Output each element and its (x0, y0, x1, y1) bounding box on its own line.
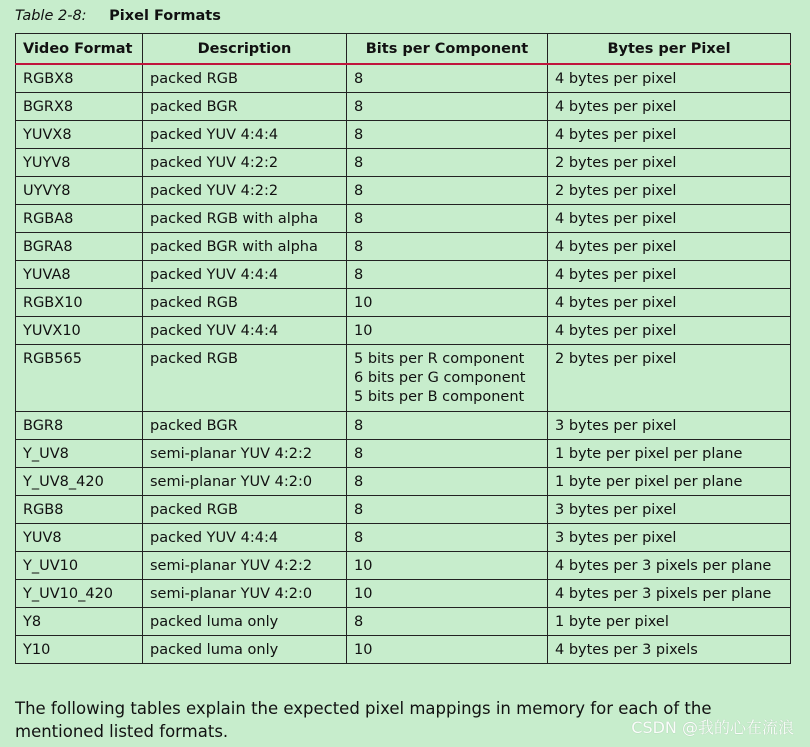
cell-bits-per-component (347, 344, 548, 411)
cell-bits-per-component (347, 467, 548, 495)
cell-bits-per-component (347, 232, 548, 260)
pixel-formats-table (15, 33, 791, 664)
table-row (16, 120, 791, 148)
watermark: CSDN @我的心在流浪 (631, 718, 794, 737)
header-bytes-per-pixel: Bytes per Pixel (548, 34, 791, 65)
bits-line: 8 (354, 182, 364, 199)
cell-bits-per-component (347, 204, 548, 232)
cell-description: packed RGB (143, 288, 347, 316)
cell-bytes-per-pixel: 4 bytes per pixel (548, 260, 791, 288)
table-body (16, 64, 791, 663)
cell-description: packed BGR (143, 411, 347, 439)
cell-video-format: RGB565 (16, 344, 143, 411)
cell-description: packed BGR (143, 92, 347, 120)
cell-description: packed YUV 4:2:2 (143, 148, 347, 176)
cell-bits-per-component (347, 120, 548, 148)
cell-video-format: YUV8 (16, 523, 143, 551)
cell-video-format: Y8 (16, 607, 143, 635)
cell-bytes-per-pixel: 1 byte per pixel per plane (548, 467, 791, 495)
cell-bits-per-component (347, 551, 548, 579)
table-row (16, 607, 791, 635)
body-paragraph: The following tables explain the expected pixel mappings in memory for each of the mentioned listed formats. (15, 699, 712, 741)
cell-description: packed YUV 4:2:2 (143, 176, 347, 204)
cell-bytes-per-pixel: 1 byte per pixel per plane (548, 439, 791, 467)
cell-bytes-per-pixel: 4 bytes per pixel (548, 64, 791, 92)
cell-bytes-per-pixel: 4 bytes per pixel (548, 120, 791, 148)
cell-description: packed RGB with alpha (143, 204, 347, 232)
cell-video-format: YUYV8 (16, 148, 143, 176)
cell-bytes-per-pixel: 1 byte per pixel (548, 607, 791, 635)
table-row (16, 64, 791, 92)
bits-line: 8 (354, 126, 364, 143)
cell-bits-per-component (347, 92, 548, 120)
bits-line: 8 (354, 154, 364, 171)
cell-video-format: RGB8 (16, 495, 143, 523)
table-row (16, 439, 791, 467)
cell-bits-per-component (347, 316, 548, 344)
table-row (16, 344, 791, 411)
bits-line: 10 (354, 641, 373, 658)
bits-line: 8 (354, 238, 364, 255)
table-row (16, 148, 791, 176)
cell-video-format: Y_UV8_420 (16, 467, 143, 495)
table-row (16, 467, 791, 495)
cell-bits-per-component (347, 288, 548, 316)
cell-video-format: Y_UV10_420 (16, 579, 143, 607)
cell-description: packed YUV 4:4:4 (143, 260, 347, 288)
table-caption (15, 6, 221, 26)
bits-line: 8 (354, 473, 364, 490)
bits-line: 8 (354, 445, 364, 462)
cell-description: packed YUV 4:4:4 (143, 316, 347, 344)
table-row (16, 411, 791, 439)
bits-line: 8 (354, 501, 364, 518)
cell-bytes-per-pixel: 4 bytes per 3 pixels per plane (548, 551, 791, 579)
table-row (16, 495, 791, 523)
cell-bits-per-component (347, 523, 548, 551)
cell-video-format: Y_UV8 (16, 439, 143, 467)
cell-description: semi-planar YUV 4:2:2 (143, 439, 347, 467)
cell-description: packed luma only (143, 607, 347, 635)
bits-line: 8 (354, 529, 364, 546)
table-header-row (16, 34, 791, 65)
cell-bytes-per-pixel: 2 bytes per pixel (548, 344, 791, 411)
cell-video-format: BGRX8 (16, 92, 143, 120)
cell-bits-per-component (347, 607, 548, 635)
cell-video-format: BGRA8 (16, 232, 143, 260)
cell-bytes-per-pixel: 3 bytes per pixel (548, 411, 791, 439)
header-video-format: Video Format (16, 34, 143, 65)
bits-line: 5 bits per B component (354, 388, 525, 405)
cell-video-format: Y10 (16, 635, 143, 663)
cell-bits-per-component (347, 260, 548, 288)
cell-bits-per-component (347, 579, 548, 607)
cell-bytes-per-pixel: 4 bytes per pixel (548, 204, 791, 232)
cell-bytes-per-pixel: 3 bytes per pixel (548, 523, 791, 551)
cell-video-format: RGBA8 (16, 204, 143, 232)
cell-bytes-per-pixel: 4 bytes per 3 pixels per plane (548, 579, 791, 607)
table-row (16, 260, 791, 288)
cell-video-format: RGBX8 (16, 64, 143, 92)
cell-bytes-per-pixel: 2 bytes per pixel (548, 148, 791, 176)
table-row (16, 579, 791, 607)
cell-video-format: YUVA8 (16, 260, 143, 288)
cell-description: packed luma only (143, 635, 347, 663)
table-row (16, 232, 791, 260)
bits-line: 10 (354, 557, 373, 574)
cell-video-format: Y_UV10 (16, 551, 143, 579)
table-row (16, 92, 791, 120)
bits-line: 5 bits per R component (354, 350, 525, 367)
cell-bytes-per-pixel: 2 bytes per pixel (548, 176, 791, 204)
cell-description: packed BGR with alpha (143, 232, 347, 260)
table-row (16, 176, 791, 204)
table-row (16, 635, 791, 663)
cell-video-format: YUVX10 (16, 316, 143, 344)
cell-video-format: RGBX10 (16, 288, 143, 316)
cell-description: packed YUV 4:4:4 (143, 523, 347, 551)
cell-description: packed RGB (143, 64, 347, 92)
table-row (16, 288, 791, 316)
table-number: Table 2-8: (15, 8, 87, 24)
bits-line: 10 (354, 322, 373, 339)
cell-bytes-per-pixel: 4 bytes per pixel (548, 92, 791, 120)
cell-bits-per-component (347, 495, 548, 523)
cell-bits-per-component (347, 64, 548, 92)
header-description: Description (143, 34, 347, 65)
cell-bytes-per-pixel: 4 bytes per pixel (548, 232, 791, 260)
header-bits-per-component: Bits per Component (347, 34, 548, 65)
cell-video-format: UYVY8 (16, 176, 143, 204)
bits-line: 6 bits per G component (354, 369, 526, 386)
bits-line: 8 (354, 71, 364, 87)
cell-bytes-per-pixel: 3 bytes per pixel (548, 495, 791, 523)
cell-description: semi-planar YUV 4:2:0 (143, 579, 347, 607)
cell-description: semi-planar YUV 4:2:0 (143, 467, 347, 495)
cell-bits-per-component (347, 148, 548, 176)
table-row (16, 551, 791, 579)
bits-line: 8 (354, 210, 364, 227)
cell-description: packed RGB (143, 344, 347, 411)
cell-bits-per-component (347, 439, 548, 467)
bits-line: 8 (354, 266, 364, 283)
table-title: Pixel Formats (109, 8, 221, 24)
cell-description: packed RGB (143, 495, 347, 523)
cell-bytes-per-pixel: 4 bytes per pixel (548, 316, 791, 344)
bits-line: 10 (354, 585, 373, 602)
cell-bytes-per-pixel: 4 bytes per pixel (548, 288, 791, 316)
cell-bits-per-component (347, 176, 548, 204)
cell-bits-per-component (347, 635, 548, 663)
bits-line: 8 (354, 417, 364, 434)
table-row (16, 523, 791, 551)
table-row (16, 204, 791, 232)
cell-bits-per-component (347, 411, 548, 439)
bits-line: 10 (354, 294, 373, 311)
cell-video-format: YUVX8 (16, 120, 143, 148)
cell-description: semi-planar YUV 4:2:2 (143, 551, 347, 579)
cell-bytes-per-pixel: 4 bytes per 3 pixels (548, 635, 791, 663)
bits-line: 8 (354, 98, 364, 115)
cell-video-format: BGR8 (16, 411, 143, 439)
bits-line: 8 (354, 613, 364, 630)
cell-description: packed YUV 4:4:4 (143, 120, 347, 148)
table-row (16, 316, 791, 344)
